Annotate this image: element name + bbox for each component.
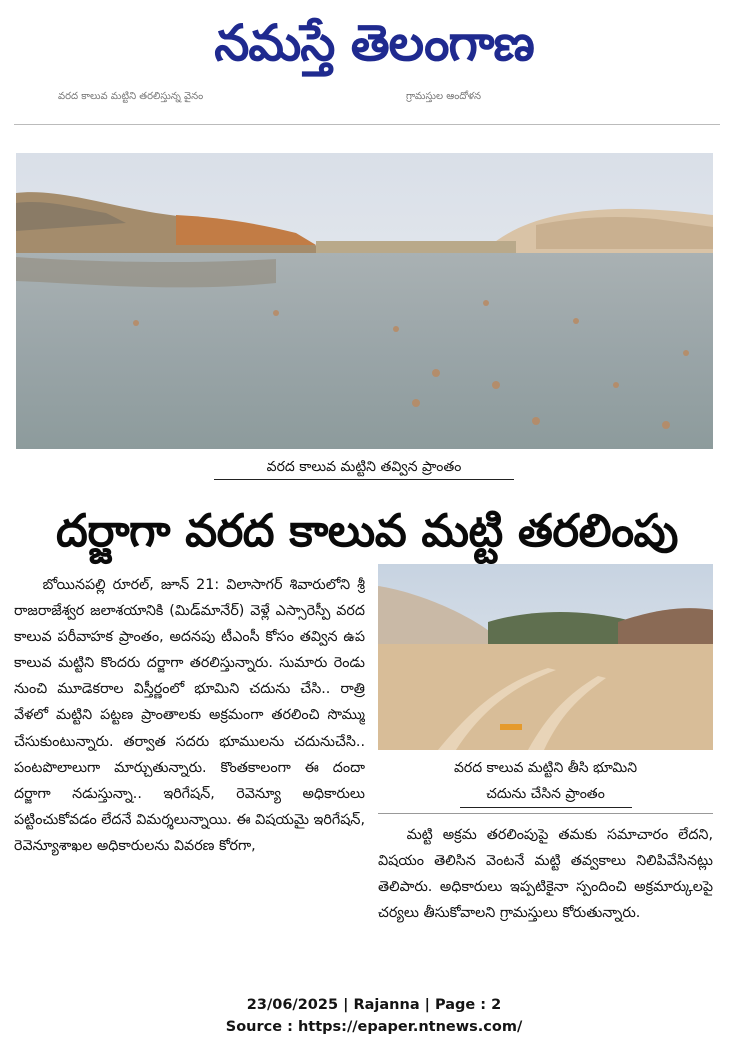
article-paragraph-right: మట్టి అక్రమ తరలింపుపై తమకు సమాచారం లేదని, విషయం తెలిసిన వెంటనే మట్టి తవ్వకాలు నిలిపివేసినట్లు తెలిపారు. అధికారులు ఇప్పటికైనా స్పందించి అక్రమార్కులపై చర్యలు తీసుకోవాలని గ్రామస్తులు కోరుతున్నారు. xyxy=(378,827,713,922)
column-divider xyxy=(378,813,713,814)
page-footer xyxy=(0,994,748,1038)
photo2-caption-underline xyxy=(460,807,632,808)
leveled-land-photo xyxy=(378,564,713,750)
article-column-left xyxy=(14,572,365,964)
edition-info: 23/06/2025 | Rajanna | Page : 2 xyxy=(246,997,502,1013)
photo2-caption-line1: వరద కాలువ మట్టిని తీసి భూమిని xyxy=(453,760,638,776)
newspaper-masthead: నమస్తే తెలంగాణ xyxy=(214,14,534,72)
excavated-canal-photo xyxy=(16,153,713,449)
article-paragraph-left: బోయినపల్లి రూరల్, జూన్ 21: విలాసాగర్ శివారులోని శ్రీ రాజరాజేశ్వర జలాశయానికి (మిడ్‌మానేర్) వెళ్లే ఎస్సారెస్పీ వరద కాలువ పరీవాహక ప్రాంతం, అదనపు టీఎంసీ కోసం తవ్విన ఉప కాలువ మట్టిని కొందరు దర్జాగా తరలిస్తున్నారు. సుమారు రెండు నుంచి మూడెకరాల విస్తీర్ణంలో భూమిని చదును చేసి.. రాత్రి వేళలో మట్టిని పట్టణ ప్రాంతాలకు అక్రమంగా తరలించి సొమ్ము చేసుకుంటున్నారు. తర్వాత సదరు భూములను చదునుచేసి.. పంటపొలాలుగా మార్చుతున్నారు. కొంతకాలంగా ఈ దందా దర్జాగా నడుస్తున్నా.. ఇరిగేషన్, రెవెన్యూ అధికారులు పట్టించుకోవడం లేదనే విమర్శలున్నాయి. ఈ విషయమై ఇరిగేషన్, రెవెన్యూశాఖల అధికారులను వివరణ కోరగా, xyxy=(14,577,365,854)
previous-headline-strip-right: గ్రామస్తుల ఆందోళన xyxy=(406,91,482,102)
article-headline: దర్జాగా వరద కాలువ మట్టి తరలింపు xyxy=(56,504,678,557)
photo2-caption-line2: చదును చేసిన ప్రాంతం xyxy=(486,786,605,802)
header-divider xyxy=(14,124,720,125)
previous-headline-strip-left: వరద కాలువ మట్టిని తరలిస్తున్న వైనం xyxy=(58,91,204,102)
photo1-caption: వరద కాలువ మట్టిని తవ్విన ప్రాంతం xyxy=(214,457,514,480)
source-url: Source : https://epaper.ntnews.com/ xyxy=(225,1019,523,1035)
article-column-right xyxy=(378,822,713,972)
